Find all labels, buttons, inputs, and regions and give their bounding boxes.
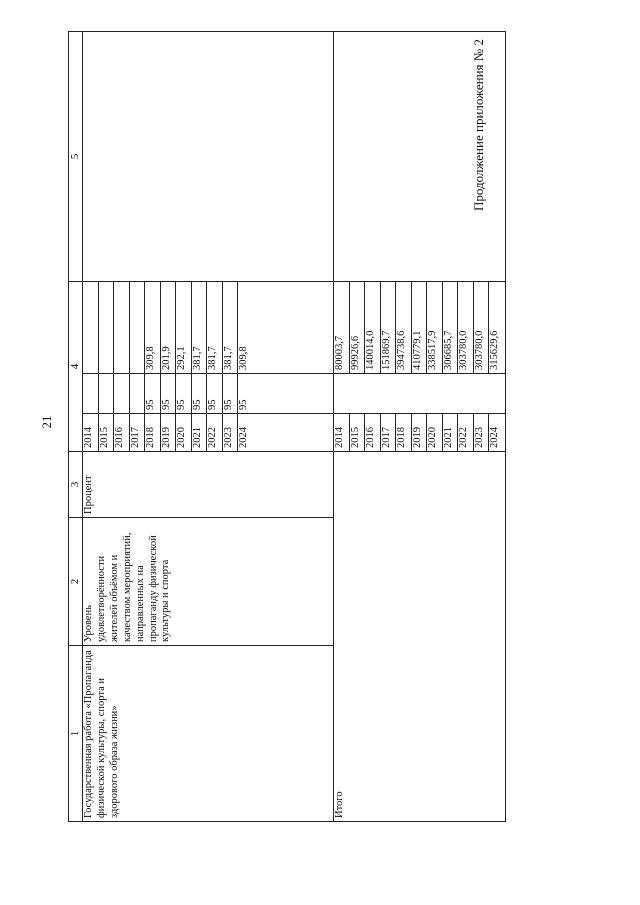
work-name-cell: Государственная работа «Пропаганда физической культуры, спорта и здорового образа жизни» <box>83 646 334 822</box>
year-value: 2023 <box>474 414 490 451</box>
header-col-4: 4 <box>69 281 83 451</box>
amount-value: 338517,9 <box>427 282 443 373</box>
budget-table-sheet <box>68 32 574 822</box>
amount-value: 80003,7 <box>334 282 350 373</box>
total-label-cell: Итого <box>334 452 506 822</box>
years-cell <box>83 414 334 452</box>
percent-value: 95 <box>176 374 192 413</box>
appendix-caption: Продолжение приложения № 2 <box>471 39 486 211</box>
year-value: 2018 <box>396 414 412 451</box>
col5-empty-cell <box>83 31 334 281</box>
amount-cell <box>83 281 334 373</box>
amount-value: 99926,6 <box>350 282 366 373</box>
amount-value: 151869,7 <box>381 282 397 373</box>
total-amount-cell <box>334 281 506 373</box>
year-value: 2018 <box>145 414 161 451</box>
year-value: 2020 <box>176 414 192 451</box>
year-value: 2024 <box>489 427 500 448</box>
percent-cell <box>83 374 334 414</box>
header-col-5: 5 <box>69 31 83 281</box>
amount-value: 315629,6 <box>489 330 500 370</box>
amount-value: 381,7 <box>192 282 208 373</box>
amount-value: 140014,0 <box>365 282 381 373</box>
amount-value: 381,7 <box>223 282 239 373</box>
year-value: 2019 <box>161 414 177 451</box>
year-value: 2021 <box>443 414 459 451</box>
year-value: 2016 <box>365 414 381 451</box>
amount-value: 292,1 <box>176 282 192 373</box>
header-col-3: 3 <box>69 452 83 518</box>
amount-value: 410779,1 <box>412 282 428 373</box>
amount-value: 303780,0 <box>474 282 490 373</box>
year-value: 2015 <box>350 414 366 451</box>
unit-cell: Процент <box>83 452 334 518</box>
amount-value: 394738,6 <box>396 282 412 373</box>
year-value: 2022 <box>458 414 474 451</box>
amount-value: 309,8 <box>145 282 161 373</box>
budget-table <box>68 31 506 822</box>
year-value: 2023 <box>223 414 239 451</box>
amount-value: 201,9 <box>161 282 177 373</box>
year-value: 2022 <box>207 414 223 451</box>
percent-value: 95 <box>207 374 223 413</box>
header-row <box>69 31 83 821</box>
amount-value: 306685,7 <box>443 282 459 373</box>
header-col-1: 1 <box>69 646 83 822</box>
year-value: 2017 <box>381 414 397 451</box>
header-col-2: 2 <box>69 518 83 646</box>
table-row <box>83 31 334 821</box>
total-percent-empty-cell <box>334 374 506 414</box>
year-value: 2014 <box>334 414 350 451</box>
percent-value <box>114 374 130 413</box>
percent-value <box>83 374 99 413</box>
year-value: 2020 <box>427 414 443 451</box>
year-value: 2019 <box>412 414 428 451</box>
percent-value: 95 <box>192 374 208 413</box>
total-col5-empty-cell <box>334 31 506 281</box>
percent-value: 95 <box>145 374 161 413</box>
percent-value <box>130 374 146 413</box>
amount-value <box>130 282 146 373</box>
amount-value <box>99 282 115 373</box>
indicator-cell: Уровень удовлетворённости жителей объёмом и качеством мероприятий, направленных на пропаганду физической культуры и спорта <box>83 518 334 646</box>
amount-value <box>83 282 99 373</box>
page-number: 21 <box>39 415 54 429</box>
percent-value: 95 <box>238 399 249 410</box>
percent-value: 95 <box>223 374 239 413</box>
percent-value: 95 <box>161 374 177 413</box>
year-value: 2017 <box>130 414 146 451</box>
table-row-total <box>334 31 506 821</box>
year-value: 2024 <box>238 427 249 448</box>
year-value: 2016 <box>114 414 130 451</box>
year-value: 2021 <box>192 414 208 451</box>
amount-value <box>114 282 130 373</box>
total-years-cell <box>334 414 506 452</box>
amount-value: 303780,0 <box>458 282 474 373</box>
amount-value: 381,7 <box>207 282 223 373</box>
year-value: 2015 <box>99 414 115 451</box>
percent-value <box>99 374 115 413</box>
amount-value: 309,8 <box>238 346 249 370</box>
year-value: 2014 <box>83 414 99 451</box>
